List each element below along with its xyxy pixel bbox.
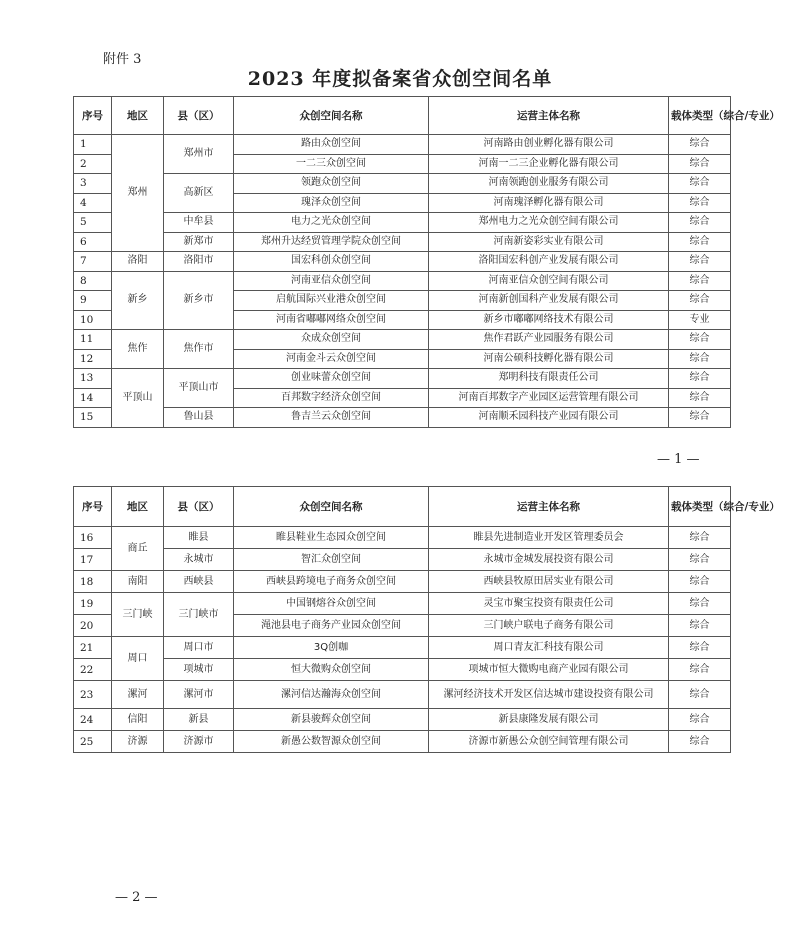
- space-name-cell: 领跑众创空间: [234, 174, 429, 194]
- type-cell: 综合: [669, 232, 731, 252]
- table-row: [74, 549, 731, 571]
- type-cell: 综合: [669, 135, 731, 155]
- region-cell: 信阳: [112, 709, 164, 731]
- seq-cell: 1: [74, 135, 112, 155]
- space-name-cell: 创业味蕾众创空间: [234, 369, 429, 389]
- header-space-name: 众创空间名称: [234, 487, 429, 527]
- county-cell: 鲁山县: [164, 408, 234, 428]
- header-region: 地区: [112, 97, 164, 135]
- type-cell: 综合: [669, 731, 731, 753]
- table-row: [74, 731, 731, 753]
- space-name-cell: 渑池县电子商务产业园众创空间: [234, 615, 429, 637]
- region-cell: 南阳: [112, 571, 164, 593]
- county-cell: 高新区: [164, 174, 234, 213]
- type-cell: 综合: [669, 637, 731, 659]
- seq-cell: 8: [74, 271, 112, 291]
- header-space-name: 众创空间名称: [234, 97, 429, 135]
- county-cell: 项城市: [164, 659, 234, 681]
- seq-cell: 18: [74, 571, 112, 593]
- seq-cell: 15: [74, 408, 112, 428]
- type-cell: 专业: [669, 310, 731, 330]
- type-cell: 综合: [669, 388, 731, 408]
- type-cell: 综合: [669, 154, 731, 174]
- header-county: 县（区）: [164, 487, 234, 527]
- region-cell: 济源: [112, 731, 164, 753]
- seq-cell: 11: [74, 330, 112, 350]
- page-number-1: — 1 —: [657, 452, 700, 467]
- seq-cell: 23: [74, 681, 112, 709]
- region-cell: 新乡: [112, 271, 164, 330]
- table-row: [74, 681, 731, 709]
- space-name-cell: 鲁吉兰云众创空间: [234, 408, 429, 428]
- operator-cell: 郑明科技有限责任公司: [429, 369, 669, 389]
- space-name-cell: 启航国际兴业港众创空间: [234, 291, 429, 311]
- county-cell: 睢县: [164, 527, 234, 549]
- region-cell: 周口: [112, 637, 164, 681]
- table-row: [74, 659, 731, 681]
- type-cell: 综合: [669, 571, 731, 593]
- space-name-cell: 睢县鞋业生态园众创空间: [234, 527, 429, 549]
- operator-cell: 济源市新愚公众创空间管理有限公司: [429, 731, 669, 753]
- type-cell: 综合: [669, 615, 731, 637]
- county-cell: 焦作市: [164, 330, 234, 369]
- table-row: [74, 232, 731, 252]
- header-carrier-type: 载体类型（综合/专业）: [669, 97, 731, 135]
- operator-cell: 河南百邦数字产业园区运营管理有限公司: [429, 388, 669, 408]
- seq-cell: 3: [74, 174, 112, 194]
- table-row: [74, 571, 731, 593]
- operator-cell: 永城市金城发展投资有限公司: [429, 549, 669, 571]
- type-cell: 综合: [669, 291, 731, 311]
- header-operator: 运营主体名称: [429, 97, 669, 135]
- county-cell: 郑州市: [164, 135, 234, 174]
- operator-cell: 灵宝市聚宝投资有限责任公司: [429, 593, 669, 615]
- table-row: [74, 213, 731, 233]
- region-cell: 商丘: [112, 527, 164, 571]
- table-row: [74, 252, 731, 272]
- operator-cell: 河南领跑创业服务有限公司: [429, 174, 669, 194]
- region-cell: 焦作: [112, 330, 164, 369]
- space-name-cell: 路由众创空间: [234, 135, 429, 155]
- space-list-table-page1: [73, 96, 780, 428]
- space-name-cell: 河南省嘟嘟网络众创空间: [234, 310, 429, 330]
- seq-cell: 2: [74, 154, 112, 174]
- seq-cell: 16: [74, 527, 112, 549]
- header-carrier-type: 载体类型（综合/专业）: [669, 487, 731, 527]
- county-cell: 漯河市: [164, 681, 234, 709]
- type-cell: 综合: [669, 681, 731, 709]
- county-cell: 平顶山市: [164, 369, 234, 408]
- seq-cell: 17: [74, 549, 112, 571]
- attachment-label: 附件 3: [103, 52, 142, 67]
- seq-cell: 25: [74, 731, 112, 753]
- seq-cell: 4: [74, 193, 112, 213]
- seq-cell: 6: [74, 232, 112, 252]
- type-cell: 综合: [669, 330, 731, 350]
- county-cell: 新乡市: [164, 271, 234, 330]
- seq-cell: 7: [74, 252, 112, 272]
- seq-cell: 9: [74, 291, 112, 311]
- table-row: [74, 408, 731, 428]
- table-row: [74, 330, 731, 350]
- space-name-cell: 新愚公数智源众创空间: [234, 731, 429, 753]
- seq-cell: 21: [74, 637, 112, 659]
- space-list-table-page2: [73, 486, 780, 753]
- operator-cell: 河南一二三企业孵化器有限公司: [429, 154, 669, 174]
- space-name-cell: 河南亚信众创空间: [234, 271, 429, 291]
- header-county: 县（区）: [164, 97, 234, 135]
- operator-cell: 河南路由创业孵化器有限公司: [429, 135, 669, 155]
- space-name-cell: 漯河信达瀚海众创空间: [234, 681, 429, 709]
- operator-cell: 西峡县牧原田居实业有限公司: [429, 571, 669, 593]
- table-row: [74, 527, 731, 549]
- space-name-cell: 众成众创空间: [234, 330, 429, 350]
- header-region: 地区: [112, 487, 164, 527]
- table-row: [74, 135, 731, 155]
- seq-cell: 24: [74, 709, 112, 731]
- type-cell: 综合: [669, 213, 731, 233]
- table-row: [74, 709, 731, 731]
- operator-cell: 新县康隆发展有限公司: [429, 709, 669, 731]
- table-row: [74, 174, 731, 194]
- type-cell: 综合: [669, 593, 731, 615]
- seq-cell: 5: [74, 213, 112, 233]
- table-row: [74, 593, 731, 615]
- county-cell: 洛阳市: [164, 252, 234, 272]
- operator-cell: 河南新创国科产业发展有限公司: [429, 291, 669, 311]
- seq-cell: 13: [74, 369, 112, 389]
- type-cell: 综合: [669, 659, 731, 681]
- space-name-cell: 西峡县跨境电子商务众创空间: [234, 571, 429, 593]
- header-seq: 序号: [74, 487, 112, 527]
- space-name-cell: 河南金斗云众创空间: [234, 349, 429, 369]
- table-header-row: [74, 487, 731, 527]
- operator-cell: 河南新姿彩实业有限公司: [429, 232, 669, 252]
- operator-cell: 周口青友汇科技有限公司: [429, 637, 669, 659]
- type-cell: 综合: [669, 709, 731, 731]
- region-cell: 漯河: [112, 681, 164, 709]
- space-name-cell: 国宏科创众创空间: [234, 252, 429, 272]
- type-cell: 综合: [669, 193, 731, 213]
- county-cell: 济源市: [164, 731, 234, 753]
- county-cell: 三门峡市: [164, 593, 234, 637]
- type-cell: 综合: [669, 408, 731, 428]
- seq-cell: 22: [74, 659, 112, 681]
- operator-cell: 项城市恒大微购电商产业园有限公司: [429, 659, 669, 681]
- county-cell: 中牟县: [164, 213, 234, 233]
- seq-cell: 10: [74, 310, 112, 330]
- header-operator: 运营主体名称: [429, 487, 669, 527]
- space-name-cell: 瑰泽众创空间: [234, 193, 429, 213]
- operator-cell: 新乡市嘟嘟网络技术有限公司: [429, 310, 669, 330]
- region-cell: 平顶山: [112, 369, 164, 428]
- operator-cell: 漯河经济技术开发区信达城市建设投资有限公司: [429, 681, 669, 709]
- space-name-cell: 百邦数字经济众创空间: [234, 388, 429, 408]
- county-cell: 新郑市: [164, 232, 234, 252]
- operator-cell: 河南亚信众创空间有限公司: [429, 271, 669, 291]
- type-cell: 综合: [669, 271, 731, 291]
- space-name-cell: 智汇众创空间: [234, 549, 429, 571]
- space-name-cell: 郑州升达经贸管理学院众创空间: [234, 232, 429, 252]
- space-name-cell: 3Q创咖: [234, 637, 429, 659]
- type-cell: 综合: [669, 369, 731, 389]
- seq-cell: 14: [74, 388, 112, 408]
- region-cell: 洛阳: [112, 252, 164, 272]
- table-header-row: [74, 97, 731, 135]
- page-title: 2023 年度拟备案省众创空间名单: [247, 68, 553, 90]
- operator-cell: 焦作君跃产业园服务有限公司: [429, 330, 669, 350]
- table-row: [74, 271, 731, 291]
- operator-cell: 河南瑰泽孵化器有限公司: [429, 193, 669, 213]
- type-cell: 综合: [669, 549, 731, 571]
- operator-cell: 河南公硕科技孵化器有限公司: [429, 349, 669, 369]
- region-cell: 三门峡: [112, 593, 164, 637]
- region-cell: 郑州: [112, 135, 164, 252]
- space-name-cell: 恒大微购众创空间: [234, 659, 429, 681]
- county-cell: 周口市: [164, 637, 234, 659]
- space-name-cell: 一二三众创空间: [234, 154, 429, 174]
- type-cell: 综合: [669, 527, 731, 549]
- table-row: [74, 369, 731, 389]
- seq-cell: 12: [74, 349, 112, 369]
- county-cell: 西峡县: [164, 571, 234, 593]
- table-row: [74, 637, 731, 659]
- seq-cell: 20: [74, 615, 112, 637]
- space-name-cell: 新县骏辉众创空间: [234, 709, 429, 731]
- operator-cell: 洛阳国宏科创产业发展有限公司: [429, 252, 669, 272]
- type-cell: 综合: [669, 174, 731, 194]
- type-cell: 综合: [669, 252, 731, 272]
- county-cell: 永城市: [164, 549, 234, 571]
- operator-cell: 郑州电力之光众创空间有限公司: [429, 213, 669, 233]
- page-number-2: — 2 —: [115, 890, 158, 905]
- type-cell: 综合: [669, 349, 731, 369]
- header-seq: 序号: [74, 97, 112, 135]
- operator-cell: 三门峡户联电子商务有限公司: [429, 615, 669, 637]
- operator-cell: 河南顺禾园科技产业园有限公司: [429, 408, 669, 428]
- space-name-cell: 电力之光众创空间: [234, 213, 429, 233]
- space-name-cell: 中国钢熔谷众创空间: [234, 593, 429, 615]
- county-cell: 新县: [164, 709, 234, 731]
- seq-cell: 19: [74, 593, 112, 615]
- operator-cell: 睢县先进制造业开发区管理委员会: [429, 527, 669, 549]
